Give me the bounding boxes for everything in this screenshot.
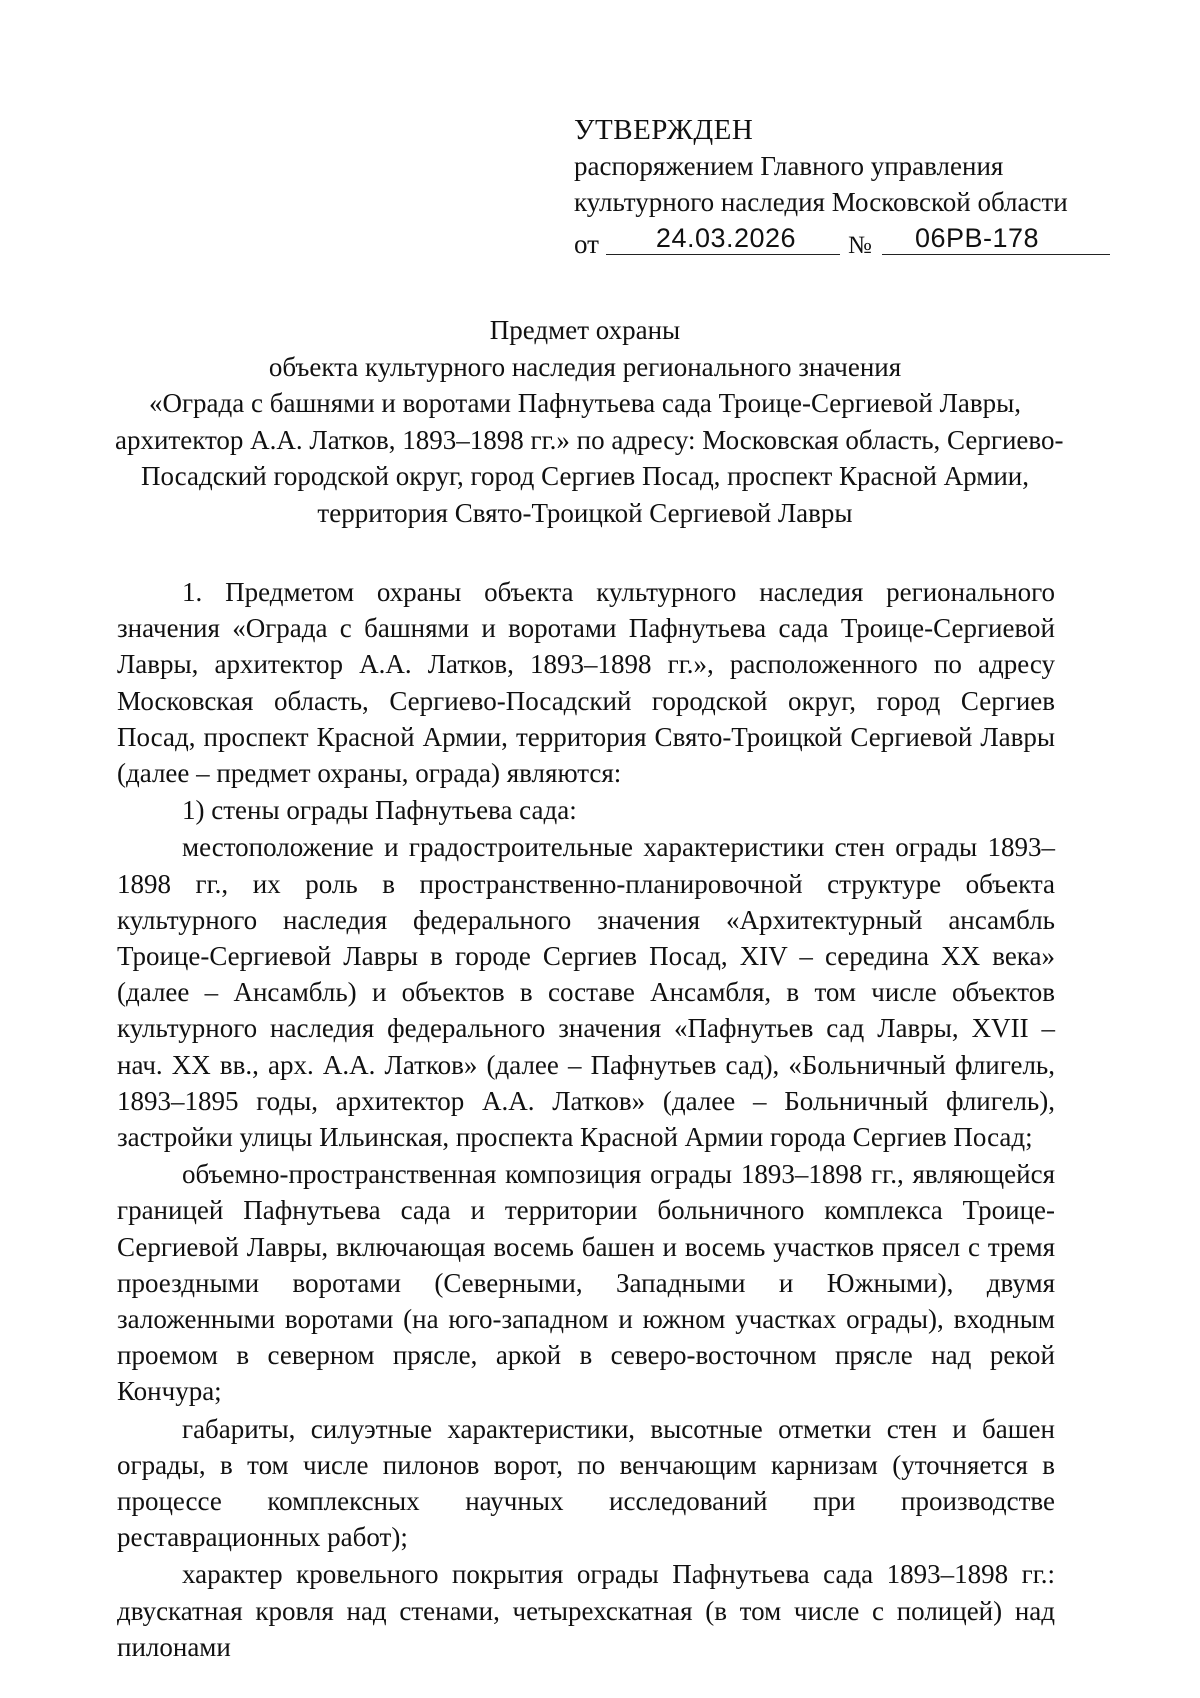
order-date: 24.03.2026 [655, 223, 797, 253]
body-paragraph: габариты, силуэтные характеристики, высотные отметки стен и башен ограды, в том числе пилонов ворот, по венчающим карнизам (уточняется в процессе комплексных научных исследований при производстве реставрационных работ); [117, 1413, 1055, 1553]
date-prefix: от [574, 229, 599, 259]
document-title [115, 312, 1064, 531]
body-paragraph: характер кровельного покрытия ограды Пафнутьева сада 1893–1898 гг.: двускатная кровля над стенами, четырехскатная (в том числе с полицей) над пилонами [117, 1559, 1055, 1662]
title-line: Посадский городской округ, город Сергиев Посад, проспект Красной Армии, [141, 461, 1029, 491]
title-line: «Ограда с башнями и воротами Пафнутьева сада Троице-Сергиевой Лавры, [148, 388, 1021, 418]
title-line: архитектор А.А. Латков, 1893–1898 гг.» по адресу: Московская область, Сергиево- [115, 424, 1064, 455]
title-line: территория Свято-Троицкой Сергиевой Лавры [317, 497, 853, 528]
approval-heading: УТВЕРЖДЕН [574, 114, 754, 146]
title-line: Предмет охраны [489, 315, 681, 345]
body-paragraph: местоположение и градостроительные характеристики стен ограды 1893–1898 гг., их роль в пространственно-планировочной структуре объекта культурного наследия федерального значения «Архитектурный ансамбль Троице-Сергиевой Лавры в городе Сергиев Посад, XIV – середина XX века» (далее – Ансамбль) и объектов в составе Ансамбля, в том числе объектов культурного наследия федерального значения «Пафнутьев сад Лавры, XVII – нач. XX вв., арх. А.А. Латков» (далее – Пафнутьев сад), «Больничный флигель, 1893–1895 годы, архитектор А.А. Латков» (далее – Больничный флигель), застройки улицы Ильинская, проспекта Красной Армии города Сергиев Посад; [117, 832, 1055, 1153]
document-body [117, 574, 1055, 1666]
approval-block [574, 112, 1114, 259]
order-number: 06РВ-178 [914, 223, 1040, 253]
title-line: объекта культурного наследия регионального значения [268, 351, 902, 382]
body-paragraph: объемно-пространственная композиция ограды 1893–1898 гг., являющейся границей Пафнутьева сада и территории больничного комплекса Троице-Сергиевой Лавры, включающая восемь башен и восемь участков прясел с тремя проездными воротами (Северными, Западными и Южными), двумя заложенными воротами (на юго-западном и южном участках ограды), входным проемом в северном прясле, аркой в северо-восточном прясле над рекой Кончура; [117, 1159, 1055, 1407]
body-paragraph: 1) стены ограды Пафнутьева сада: [182, 795, 577, 826]
number-sign: № [848, 232, 872, 259]
order-details [574, 216, 1114, 259]
approval-line-1: распоряжением Главного управления [574, 151, 1004, 181]
approval-line-2: культурного наследия Московской области [574, 187, 1068, 217]
body-paragraph: 1. Предметом охраны объекта культурного наследия регионального значения «Ограда с башнями и воротами Пафнутьева сада Троице-Сергиевой Лавры, архитектор А.А. Латков, 1893–1898 гг.», расположенного по адресу Московская область, Сергиево-Посадский городской округ, город Сергиев Посад, проспект Красной Армии, территория Свято-Троицкой Сергиевой Лавры (далее – предмет охраны, ограда) являются: [117, 577, 1055, 789]
